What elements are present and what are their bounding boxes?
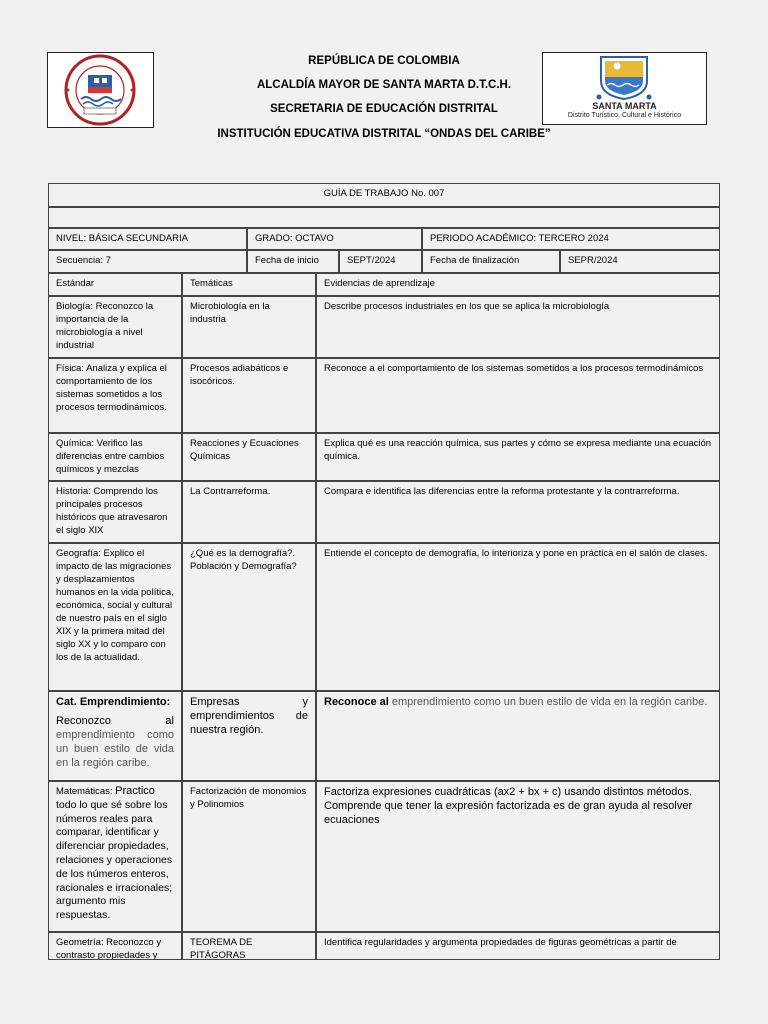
grado-cell: GRADO: OCTAVO [247,228,422,250]
table-empty-row [48,207,720,228]
estandar-cell: Historia: Comprendo los principales procesos históricos que atravesaron el siglo XIX [48,481,182,543]
tematica-cell: Microbiología en la industria [182,296,316,358]
tematica-cell: TEOREMA DE PITÁGORAS [182,932,316,960]
table-row [48,932,720,960]
evidencia-cell: Identifica regularidades y argumenta propiedades de figuras geométricas a partir de [316,932,720,960]
tematica-cell: La Contrarreforma. [182,481,316,543]
tematica-cell: Factorización de monomios y Polinomios [182,781,316,932]
estandar-text [56,714,174,770]
table-title-row [48,183,720,207]
evidencia-cell: Factoriza expresiones cuadráticas (ax2 + bx + c) usando distintos métodos. Comprende que tener la expresión factorizada es de gran ayuda al resolver ecuaciones [316,781,720,932]
estandar-cell: Geometría: Reconozco y contrasto propiedades y [48,932,182,960]
estandar-cell: Física: Analiza y explica el comportamiento de los sistemas sometidos a los procesos termodinámicos. [48,358,182,433]
table-header-row [48,273,720,296]
estandar-cell [48,781,182,932]
fecha-fin-value: SEPR/2024 [560,250,720,273]
nivel-cell: NIVEL: BÁSICA SECUNDARIA [48,228,247,250]
table-dates-row [48,250,720,273]
evidencia-cell: Compara e identifica las diferencias entre la reforma protestante y la contrarreforma. [316,481,720,543]
header-institucion: INSTITUCIÓN EDUCATIVA DISTRITAL “ONDAS DEL CARIBE” [217,128,551,140]
evidencia-rest: emprendimiento como un buen estilo de vida en la región caribe. [388,696,708,708]
estandar-cell: Química: Verifico las diferencias entre cambios químicos y mezclas [48,433,182,481]
tematica-cell: ¿Qué es la demografía?. Población y Demografía? [182,543,316,691]
header-alcaldia: ALCALDÍA MAYOR DE SANTA MARTA D.T.C.H. [256,79,512,91]
table-row [48,691,720,781]
estandar-rest: emprendimiento como un buen estilo de vida en la región caribe. [56,729,174,769]
header-secretaria: SECRETARIA DE EDUCACIÓN DISTRITAL [270,103,498,115]
evidencia-cell: Describe procesos industriales en los que se aplica la microbiología [316,296,720,358]
fecha-fin-label: Fecha de finalización [422,250,560,273]
estandar-cell [48,691,182,781]
estandar-label: Matemáticas: [56,786,116,797]
column-header-estandar: Estándar [48,273,182,296]
header-republica: REPÚBLICA DE COLOMBIA [308,55,460,67]
tematica-cell: Procesos adiabáticos e isocóricos. [182,358,316,433]
table-row [48,358,720,433]
fecha-inicio-value: SEPT/2024 [339,250,422,273]
table-row [48,781,720,932]
column-header-tematicas: Temáticas [182,273,316,296]
column-header-evidencias: Evidencias de aprendizaje [316,273,720,296]
table-row [48,481,720,543]
table-row [48,296,720,358]
periodo-cell: PERIODO ACADÉMICO: TERCERO 2024 [422,228,720,250]
evidencia-cell: Explica qué es una reacción química, sus partes y cómo se expresa mediante una ecuación química. [316,433,720,481]
secuencia-cell: Secuencia: 7 [48,250,247,273]
fecha-inicio-label: Fecha de inicio [247,250,339,273]
tematica-cell: Empresas y emprendimientos de nuestra región. [182,691,316,781]
table-info-row [48,228,720,250]
evidencia-cell: Entiende el concepto de demografía, lo interioriza y pone en práctica en el salón de clases. [316,543,720,691]
guide-title: GUÍA DE TRABAJO No. 007 [48,183,720,207]
estandar-cell: Geografía: Explico el impacto de las migraciones y desplazamientos humanos en la vida política, económica, social y cultural de nuestro país en el siglo XIX y la primera mitad del siglo XX y lo comparo con los de la actualidad. [48,543,182,691]
empty-cell [48,207,720,228]
estandar-rest: todo lo que sé sobre los números reales para comparar, identificar y diferenciar propiedades, relaciones y operaciones de los números enteros, racionales e irracionales; argumento mis respuestas. [56,798,173,922]
santa-marta-subtitle: Distrito Turístico, Cultural e Histórico [567,112,682,119]
estandar-lead: Reconozco al [56,715,174,727]
santa-marta-name: SANTA MARTA [592,101,657,111]
table-row [48,433,720,481]
table-row [48,543,720,691]
evidencia-lead: Reconoce al [324,696,389,708]
evidencia-cell [316,691,720,781]
estandar-title: Cat. Emprendimiento: [56,696,171,708]
evidencia-cell: Reconoce a el comportamiento de los sistemas sometidos a los procesos termodinámicos [316,358,720,433]
tematica-cell: Reacciones y Ecuaciones Químicas [182,433,316,481]
estandar-cell: Biología: Reconozco la importancia de la microbiología a nivel industrial [48,296,182,358]
estandar-lead: Practico [115,785,155,797]
